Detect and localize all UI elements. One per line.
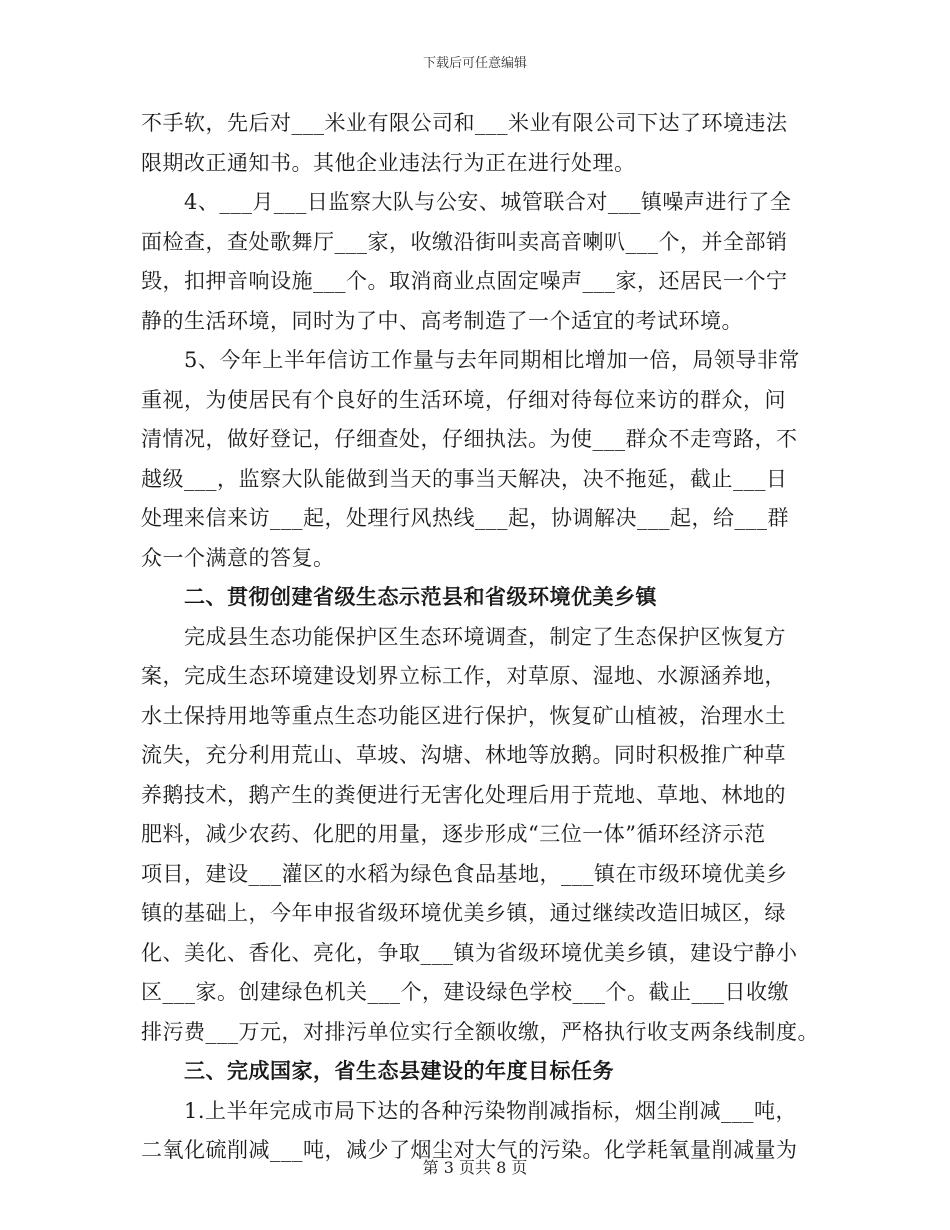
body-text-line: 1.上半年完成市局下达的各种污染物削减指标，烟尘削减___吨， — [184, 1098, 798, 1123]
body-text-line: 养鹅技术，鹅产生的粪便进行无害化处理后用于荒地、草地、林地的 — [141, 782, 786, 807]
body-text-line: 重视，为使居民有个良好的生活环境，仔细对待每位来访的群众，问 — [141, 387, 786, 412]
page-header: 下载后可任意编辑 — [422, 56, 527, 71]
body-text-line: 水土保持用地等重点生态功能区进行保护，恢复矿山植被，治理水土 — [141, 703, 786, 728]
document-body — [141, 104, 821, 1171]
body-text-line: 众一个满意的答复。 — [141, 545, 335, 570]
body-text-line: 面检查，查处歌舞厅___家，收缴沿街叫卖高音喇叭___个，并全部销 — [141, 229, 788, 254]
body-text-line: 限期改正通知书。其他企业违法行为正在进行处理。 — [141, 150, 636, 175]
body-text-line: 清情况，做好登记，仔细查处，仔细执法。为使___群众不走弯路，不 — [141, 427, 798, 451]
body-text-line: 区___家。创建绿色机关___个，建设绿色学校___个。截止___日收缴 — [141, 980, 789, 1004]
section-heading: 三、完成国家，省生态县建设的年度目标任务 — [184, 1059, 614, 1083]
page-number: 第 3 页共 8 页 — [422, 1158, 528, 1177]
body-text-line: 静的生活环境，同时为了中、高考制造了一个适宜的考试环境。 — [141, 308, 743, 333]
body-text-line: 项目，建设___灌区的水稻为绿色食品基地，___镇在市级环境优美乡 — [141, 861, 788, 886]
body-text-line: 化、美化、香化、亮化，争取___镇为省级环境优美乡镇，建设宁静小 — [141, 940, 798, 965]
body-text-line: 毁，扣押音响设施___个。取消商业点固定噪声___家，还居民一个宁 — [141, 269, 788, 293]
section-heading: 二、贯彻创建省级生态示范县和省级环境优美乡镇 — [184, 585, 657, 609]
body-text-line: 肥料，减少农药、化肥的用量，逐步形成“三位一体”循环经济示范 — [141, 822, 766, 846]
body-text-line: 越级___，监察大队能做到当天的事当天解决，决不拖延，截止___日 — [141, 466, 788, 491]
body-text-line: 二氧化硫削减___吨，减少了烟尘对大气的污染。化学耗氧量削减量为 — [141, 1138, 798, 1162]
body-text-line: 流失，充分利用荒山、草坡、沟塘、林地等放鹅。同时积极推广种草 — [141, 743, 786, 767]
body-text-line: 4、___月___日监察大队与公安、城管联合对___镇噪声进行了全 — [184, 190, 792, 214]
body-text-line: 镇的基础上，今年申报省级环境优美乡镇，通过继续改造旧城区，绿 — [141, 901, 786, 925]
body-text-line: 完成县生态功能保护区生态环境调查，制定了生态保护区恢复方 — [184, 624, 786, 649]
body-text-line: 处理来信来访___起，处理行风热线___起，协调解决___起，给___群 — [141, 506, 789, 530]
body-text-line: 排污费___万元，对排污单位实行全额收缴，严格执行收支两条线制度。 — [141, 1019, 819, 1044]
body-text-line: 案，完成生态环境建设划界立标工作，对草原、湿地、水源涵养地， — [141, 664, 786, 688]
body-text-line: 不手软，先后对___米业有限公司和___米业有限公司下达了环境违法 — [141, 111, 788, 135]
body-text-line: 5、今年上半年信访工作量与去年同期相比增加一倍，局领导非常 — [184, 348, 800, 372]
